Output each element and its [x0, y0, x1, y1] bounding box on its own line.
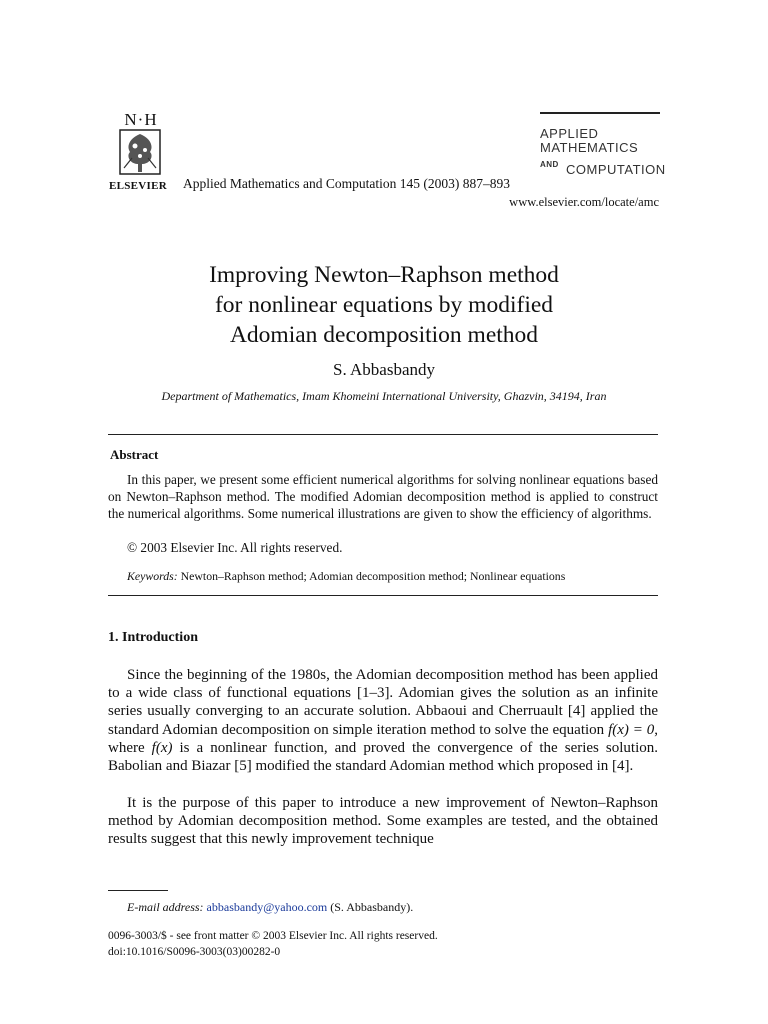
- keywords-list: Newton–Raphson method; Adomian decomposition method; Nonlinear equations: [180, 569, 566, 583]
- elsevier-tree-logo-icon: [116, 128, 164, 180]
- nh-logo-mark: N·H: [124, 110, 158, 129]
- equation-inline: f(x) = 0: [608, 721, 655, 738]
- equation-inline: f(x): [151, 739, 173, 756]
- doi-line: doi:10.1016/S0096-3003(03)00282-0: [108, 946, 281, 958]
- journal-logo-word: AND: [540, 160, 559, 169]
- section-heading: 1. Introduction: [108, 630, 198, 645]
- intro-paragraph-2: It is the purpose of this paper to introduce a new improvement of Newton–Raphson method by Adomian decomposition method. Some examples are tested, and the obtained results suggest that this newly improvement technique: [108, 795, 658, 848]
- keywords-label: Keywords:: [127, 569, 178, 583]
- abstract-top-rule: [108, 434, 658, 435]
- publisher-logo-text: ELSEVIER: [108, 180, 168, 192]
- journal-url[interactable]: www.elsevier.com/locate/amc: [509, 195, 659, 209]
- paper-title: [0, 260, 768, 350]
- footnote-rule: [108, 890, 168, 891]
- journal-logo: [540, 112, 666, 182]
- paragraph-text: Since the beginning of the 1980s, the Adomian decomposition method has been applied to a wide class of functional equations [1–3]. Adomian gives the solution as an infinite series usually converging to an accurate solution. Abbaoui and Cherruault [4] applied the standard Adomian decomposition on simple iteration method to solve the equation: [108, 667, 658, 738]
- abstract-heading: Abstract: [110, 447, 159, 462]
- journal-logo-word: COMPUTATION: [566, 162, 666, 177]
- paragraph-text: is a nonlinear function, and proved the convergence of the series solution. Babolian and Biazar [5] modified the standard Adomian method which proposed in [4].: [108, 739, 658, 775]
- keywords: [127, 569, 565, 584]
- email-owner: (S. Abbasbandy).: [330, 900, 414, 914]
- intro-paragraph-1: [108, 666, 658, 775]
- email-label: E-mail address:: [127, 900, 204, 914]
- journal-logo-word: APPLIED: [540, 126, 599, 141]
- journal-reference: Applied Mathematics and Computation 145 (2003) 887–893: [183, 176, 510, 191]
- author-name: S. Abbasbandy: [333, 360, 435, 379]
- footnote-email: [127, 900, 413, 915]
- paragraph-text: , where: [108, 721, 659, 756]
- title-line: Improving Newton–Raphson method: [209, 262, 559, 288]
- title-line: for nonlinear equations by modified: [214, 292, 554, 318]
- abstract-text: In this paper, we present some efficient numerical algorithms for solving nonlinear equations based on Newton–Raphson method. The modified Adomian decomposition method is applied to construct the numerical algorithms. Some numerical illustrations are given to show the efficiency of algorithms.: [108, 472, 658, 521]
- author-affiliation: Department of Mathematics, Imam Khomeini International University, Ghazvin, 34194, Iran: [161, 389, 607, 403]
- abstract-copyright: © 2003 Elsevier Inc. All rights reserved.: [127, 540, 343, 555]
- journal-logo-word: MATHEMATICS: [540, 140, 639, 155]
- title-line: Adomian decomposition method: [229, 322, 539, 348]
- issn-line: 0096-3003/$ - see front matter © 2003 Elsevier Inc. All rights reserved.: [108, 930, 438, 942]
- abstract-bottom-rule: [108, 595, 658, 596]
- email-link[interactable]: abbasbandy@yahoo.com: [206, 900, 328, 914]
